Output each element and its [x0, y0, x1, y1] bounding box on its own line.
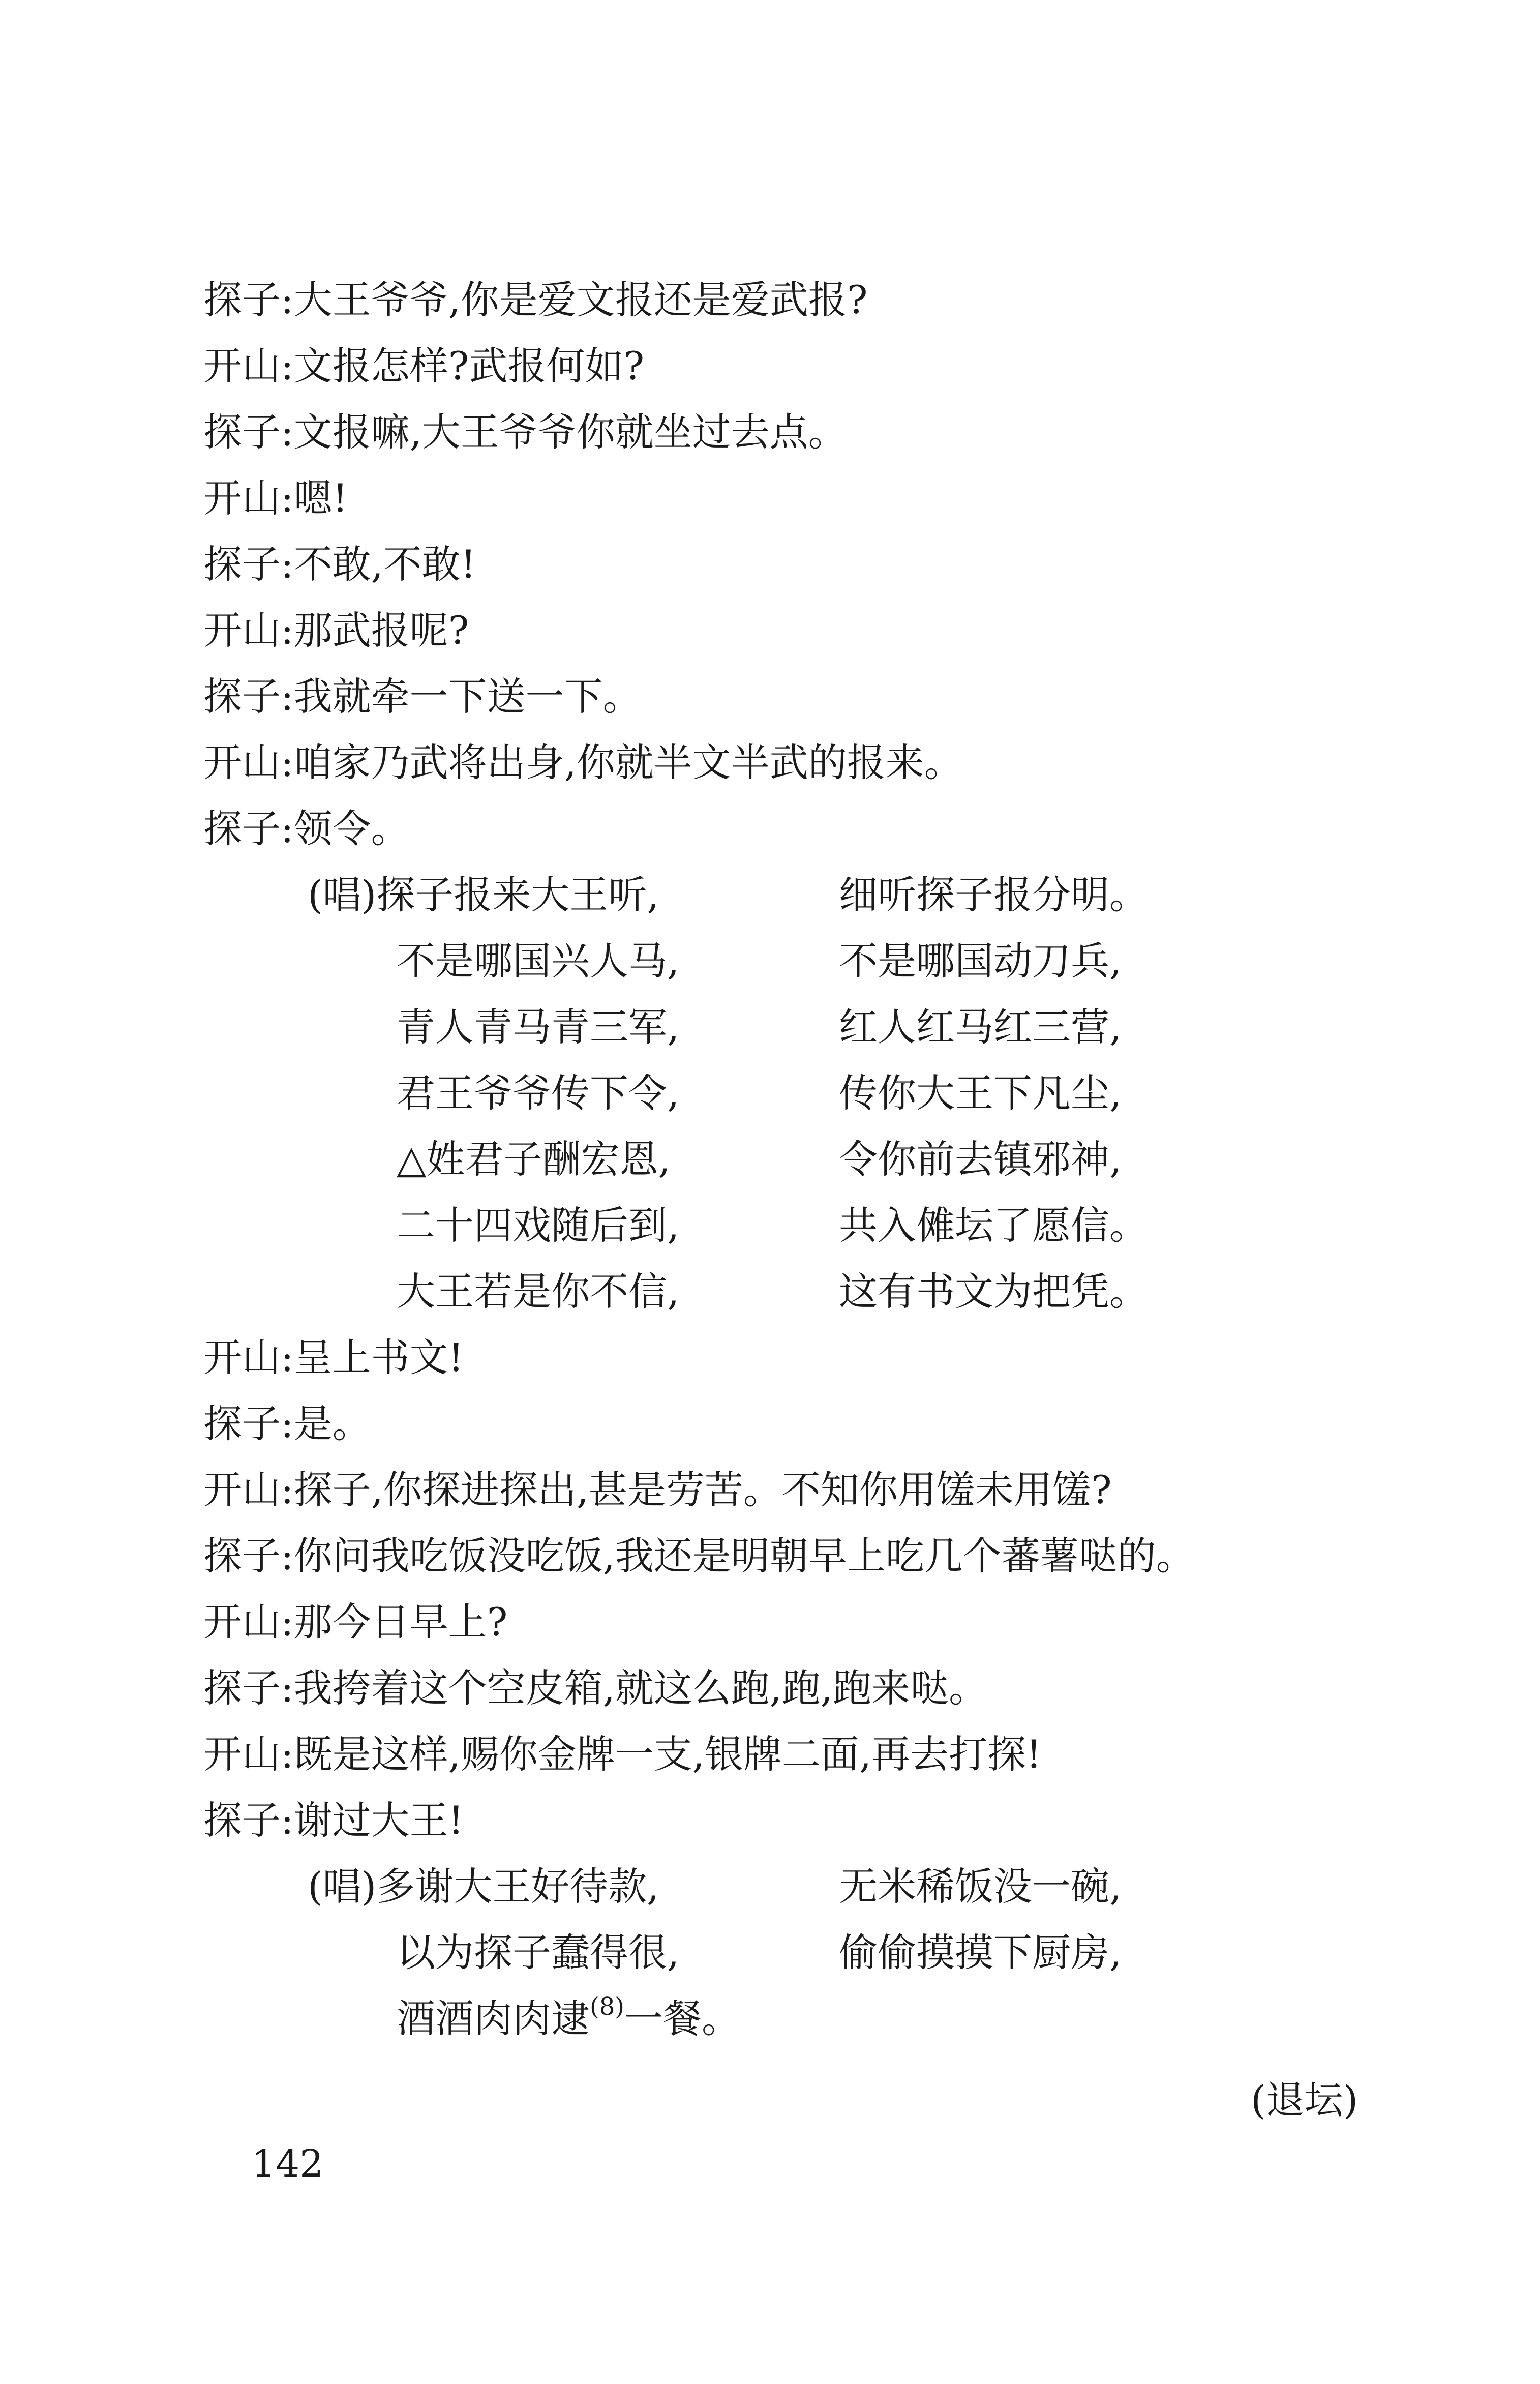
song-line-left: [397, 1991, 740, 2047]
dialogue-line: 开山:那武报呢?: [203, 608, 469, 653]
song-line-right: 无米稀饭没一碗,: [839, 1864, 1122, 1909]
song-line-left: 以为探子蠢得很,: [397, 1930, 680, 1975]
dialogue-line: 开山:那今日早上?: [203, 1599, 508, 1645]
dialogue-line: 开山:文报怎样?武报何如?: [203, 343, 645, 389]
dialogue-line: 探子:不敢,不敢!: [203, 542, 476, 587]
song-line-left: 青人青马青三军,: [397, 1004, 680, 1050]
song-line-left: 二十四戏随后到,: [397, 1203, 680, 1248]
song-line-right: 不是哪国动刀兵,: [839, 938, 1122, 984]
song-line-left: 大王若是你不信,: [397, 1269, 680, 1314]
footnote-marker: (8): [590, 1992, 624, 2021]
song-line-left: 君王爷爷传下令,: [397, 1070, 680, 1116]
stage-direction: (退坛): [1251, 2077, 1358, 2123]
dialogue-line: 开山:嗯!: [203, 475, 348, 521]
song-line-left: △姓君子酬宏恩,: [397, 1137, 671, 1182]
dialogue-line: 开山:呈上书文!: [203, 1335, 464, 1380]
dialogue-line: 探子:你问我吃饭没吃饭,我还是明朝早上吃几个蕃薯哒的。: [203, 1533, 1195, 1578]
dialogue-line: 开山:既是这样,赐你金牌一支,银牌二面,再去打探!: [203, 1732, 1042, 1777]
song-lead-line: (唱)探子报来大王听,: [308, 872, 659, 917]
dialogue-line: 探子:文报嘛,大王爷爷你就坐过去点。: [203, 409, 847, 455]
song-line-right: 红人红马红三营,: [839, 1004, 1122, 1050]
dialogue-line: 探子:是。: [203, 1401, 371, 1446]
song-line-right: 令你前去镇邪神,: [839, 1137, 1122, 1182]
song-text: 酒酒肉肉逮: [397, 1996, 590, 2041]
song-lead-line: (唱)多谢大王好待款,: [308, 1864, 659, 1909]
song-line-right: 细听探子报分明。: [839, 872, 1148, 917]
dialogue-line: 开山:探子,你探进探出,甚是劳苦。不知你用馐未用馐?: [203, 1467, 1112, 1512]
dialogue-line: 开山:咱家乃武将出身,你就半文半武的报来。: [203, 740, 963, 785]
song-line-right: 共入傩坛了愿信。: [839, 1203, 1148, 1248]
song-line-right: 偷偷摸摸下厨房,: [839, 1930, 1122, 1975]
dialogue-line: 探子:领令。: [203, 806, 410, 851]
song-line-right: 这有书文为把凭。: [839, 1269, 1148, 1314]
page-number: 142: [252, 2142, 324, 2186]
song-line-left: 不是哪国兴人马,: [397, 938, 680, 984]
song-text: 一餐。: [624, 1996, 740, 2041]
dialogue-line: 探子:谢过大王!: [203, 1798, 464, 1843]
song-line-right: 传你大王下凡尘,: [839, 1070, 1122, 1116]
dialogue-line: 探子:我挎着这个空皮箱,就这么跑,跑,跑来哒。: [203, 1665, 988, 1711]
dialogue-line: 探子:大王爷爷,你是爱文报还是爱武报?: [203, 277, 868, 322]
dialogue-line: 探子:我就牵一下送一下。: [203, 674, 642, 719]
